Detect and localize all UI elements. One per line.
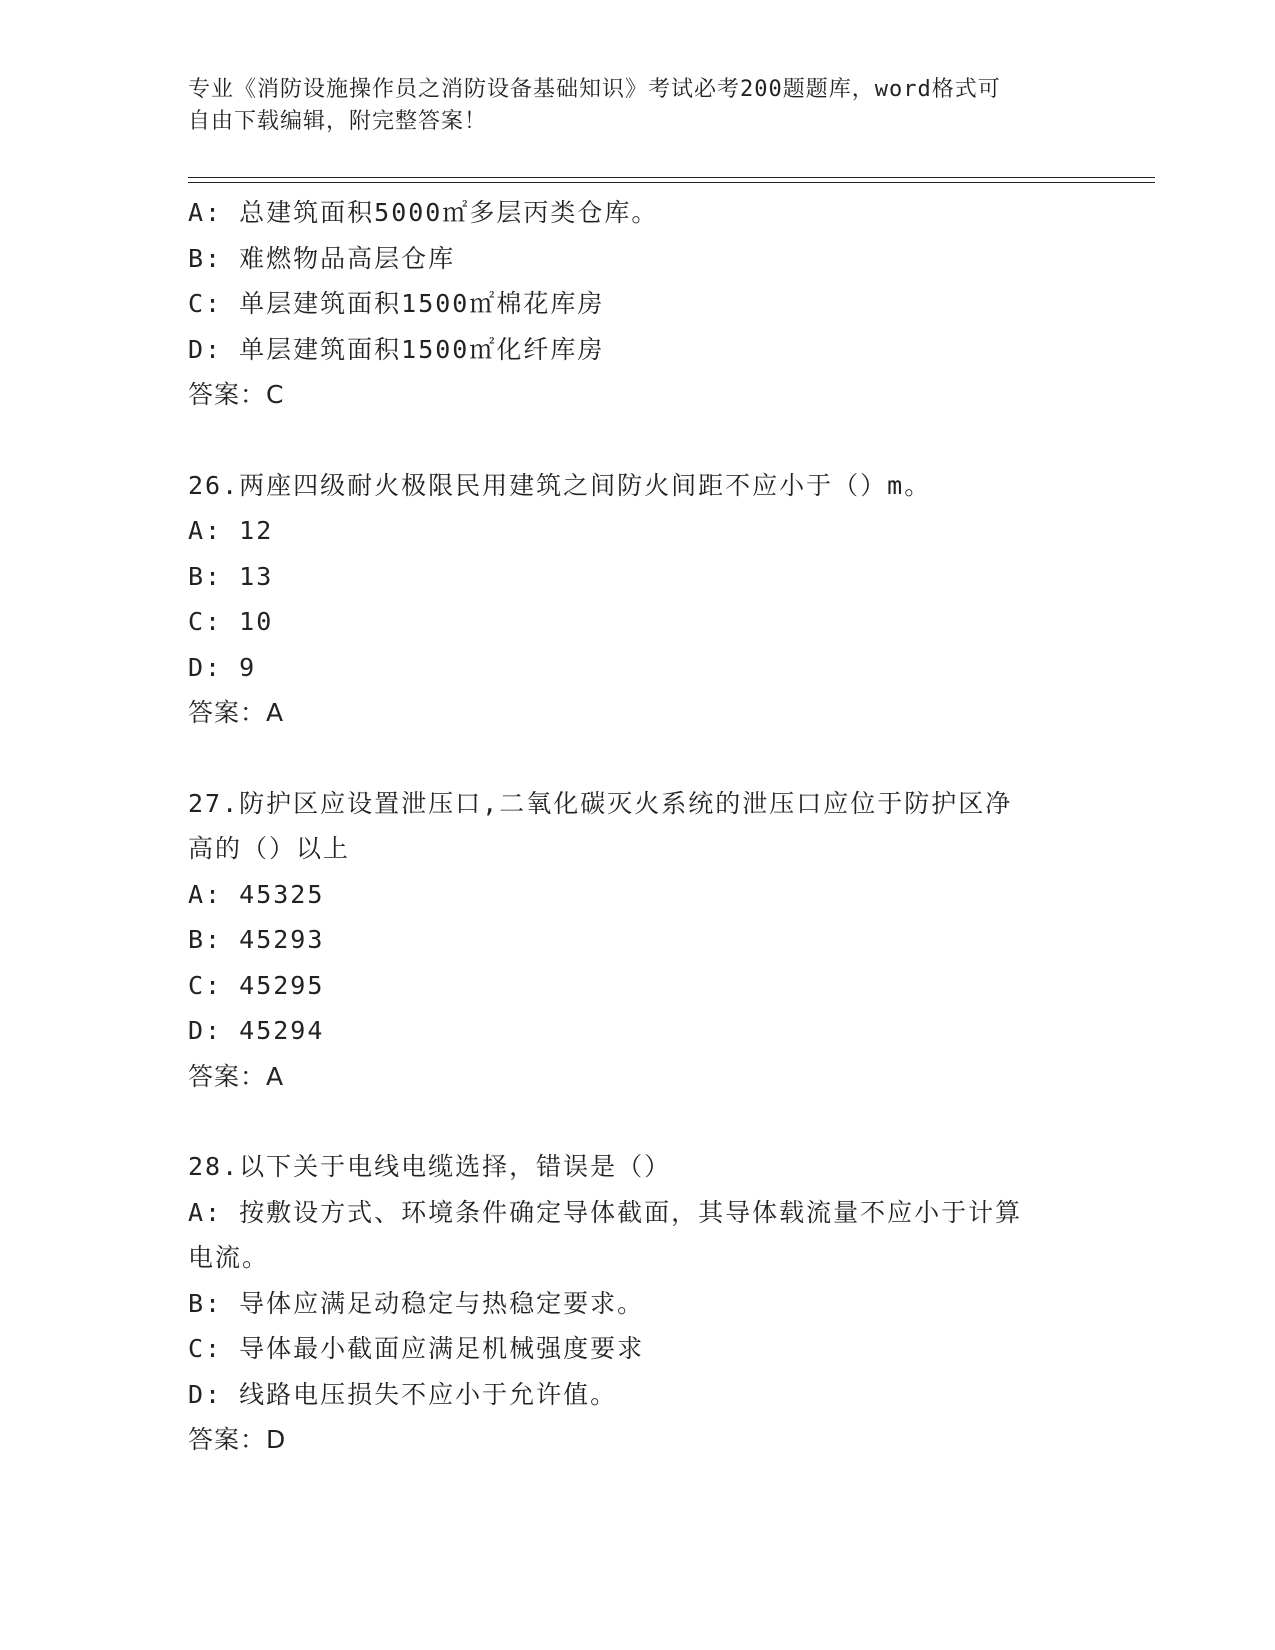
option-a-line-2: 电流。 [188,1243,270,1272]
question-text: 28.以下关于电线电缆选择，错误是（） [188,1152,672,1181]
question-25-block [188,190,1088,418]
option-c: C: 10 [188,607,274,636]
question-text-line-2: 高的（）以上 [188,834,351,863]
option-d: D: 9 [188,652,257,682]
option-a: A: 总建筑面积5000㎡多层丙类仓库。 [188,198,659,227]
option-d: D: 单层建筑面积1500㎡化纤库房 [188,334,605,364]
answer: 答案：D [188,1425,287,1454]
question-text-line-1: 27.防护区应设置泄压口,二氧化碳灭火系统的泄压口应位于防护区净 [188,788,1013,818]
question-text: 26.两座四级耐火极限民用建筑之间防火间距不应小于（）m。 [188,470,932,500]
option-d: D: 线路电压损失不应小于允许值。 [188,1379,618,1409]
question-28-block [188,1144,1088,1463]
option-b: B: 难燃物品高层仓库 [188,243,456,273]
document-header [188,74,1088,138]
option-b: B: 导体应满足动稳定与热稳定要求。 [188,1288,645,1318]
header-line-2: 自由下载编辑，附完整答案！ [188,109,488,134]
option-b: B: 13 [188,561,274,591]
spacer [188,418,1088,463]
header-line-1: 专业《消防设施操作员之消防设备基础知识》考试必考200题题库，word格式可 [188,77,1001,102]
option-c: C: 导体最小截面应满足机械强度要求 [188,1334,645,1363]
option-c: C: 单层建筑面积1500㎡棉花库房 [188,289,605,318]
option-c: C: 45295 [188,970,325,1000]
question-26-block [188,463,1088,736]
option-a: A: 12 [188,516,274,545]
question-list [188,190,1088,1463]
question-27-block [188,781,1088,1100]
option-a: A: 45325 [188,879,325,909]
answer: 答案：A [188,698,285,727]
header-divider-top [188,177,1155,178]
spacer [188,1099,1088,1144]
option-a-line-1: A: 按敷设方式、环境条件确定导体截面，其导体载流量不应小于计算 [188,1197,1023,1227]
option-b: B: 45293 [188,925,325,954]
spacer [188,736,1088,781]
header-divider-bottom [188,182,1155,183]
answer: 答案：C [188,380,285,409]
option-d: D: 45294 [188,1016,325,1045]
answer: 答案：A [188,1061,285,1091]
